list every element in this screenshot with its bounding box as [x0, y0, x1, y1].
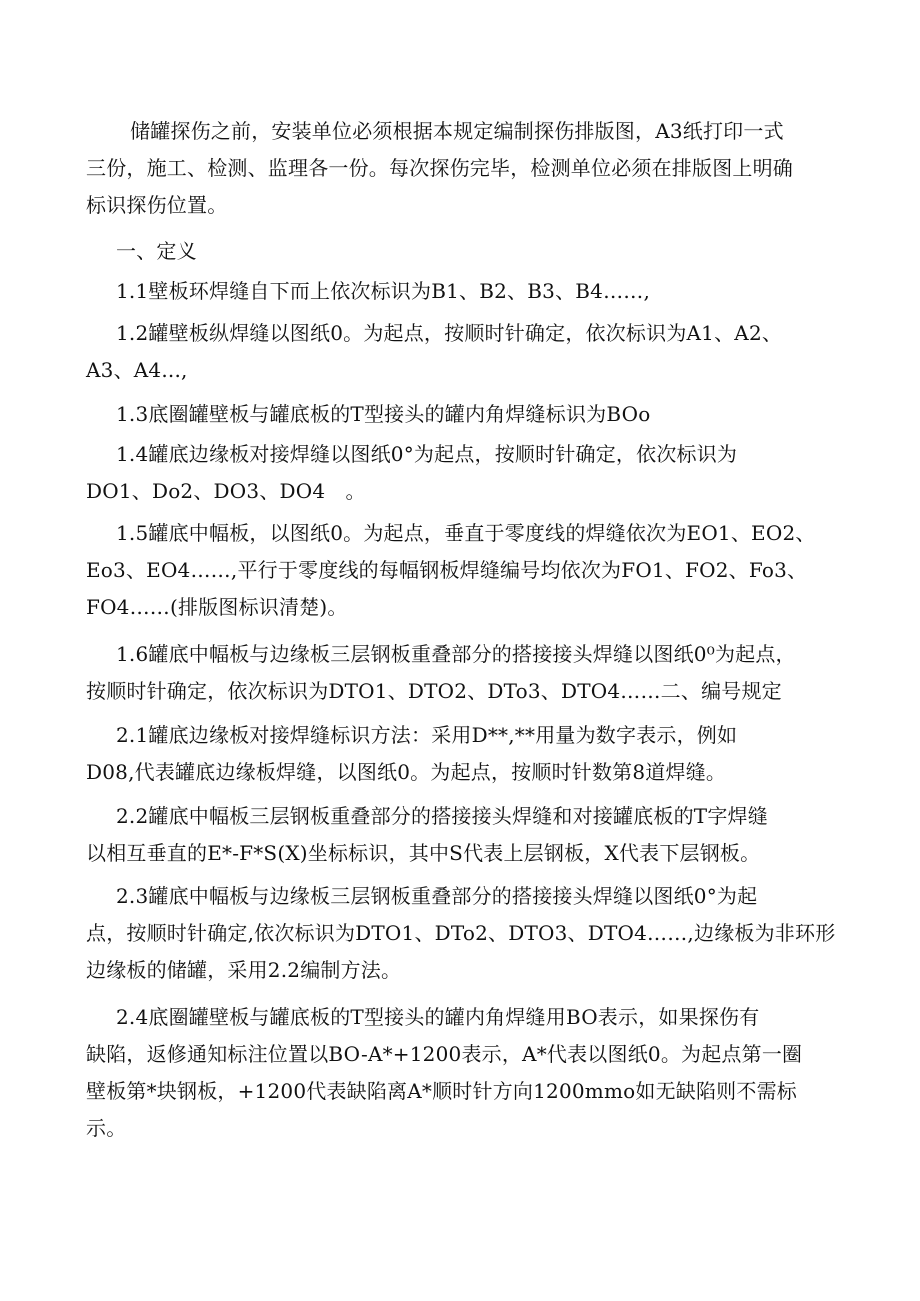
intro-paragraph: [86, 113, 846, 224]
item-1-3: [86, 396, 846, 433]
text-line: 示。: [86, 1116, 127, 1140]
text-line: 按顺时针确定，依次标识为DTO1、DTO2、DTo3、DTO4……二、编号规定: [86, 679, 782, 703]
item-2-4: [86, 999, 846, 1147]
text-line: 三份，施工、检测、监理各一份。每次探伤完毕，检测单位必须在排版图上明确: [86, 156, 793, 180]
text-line: 标识探伤位置。: [86, 193, 228, 217]
text-line: 储罐探伤之前，安装单位必须根据本规定编制探伤排版图，A3纸打印一式: [130, 119, 784, 143]
text-line: 缺陷，返修通知标注位置以BO-A*+1200表示，A*代表以图纸0。为起点第一圈: [86, 1042, 803, 1066]
heading-text: 一、定义: [116, 239, 197, 263]
text-line: 1.4罐底边缘板对接焊缝以图纸0°为起点，按顺时针确定，依次标识为: [116, 442, 738, 466]
text-line: 点，按顺时针确定,依次标识为DTO1、DTo2、DTO3、DTO4……,边缘板为非环形: [86, 921, 836, 945]
text-line: 1.6罐底中幅板与边缘板三层钢板重叠部分的搭接接头焊缝以图纸0⁰为起点，: [116, 642, 796, 666]
text-line: A3、A4...,: [86, 358, 188, 382]
text-line: 1.5罐底中幅板，以图纸0。为起点，垂直于零度线的焊缝依次为EO1、EO2、: [116, 521, 816, 545]
text-line: 边缘板的储罐，采用2.2编制方法。: [86, 958, 402, 982]
item-1-1: [86, 273, 846, 310]
text-line: 1.1壁板环焊缝自下而上依次标识为B1、B2、B3、B4……,: [116, 279, 651, 303]
text-line: 2.1罐底边缘板对接焊缝标识方法：采用D**,**用量为数字表示，例如: [116, 723, 738, 747]
text-line: FO4……(排版图标识清楚)。: [86, 595, 348, 619]
text-line: 1.2罐壁板纵焊缝以图纸0。为起点，按顺时针确定，依次标识为A1、A2、: [116, 321, 783, 345]
item-1-5: [86, 515, 846, 626]
item-1-4: [86, 436, 846, 510]
text-line: 以相互垂直的E*-F*S(X)坐标标识，其中S代表上层钢板，X代表下层钢板。: [86, 841, 761, 865]
text-line: 2.3罐底中幅板与边缘板三层钢板重叠部分的搭接接头焊缝以图纸0°为起: [116, 884, 758, 908]
text-line: 2.4底圈罐壁板与罐底板的T型接头的罐内角焊缝用BO表示，如果探伤有: [116, 1005, 760, 1029]
text-line: Eo3、EO4……,平行于零度线的每幅钢板焊缝编号均依次为FO1、FO2、Fo3、: [86, 558, 808, 582]
item-2-3: [86, 878, 846, 989]
text-line: 壁板第*块钢板，+1200代表缺陷离A*顺时针方向1200mmo如无缺陷则不需标: [86, 1079, 797, 1103]
text-line: D08,代表罐底边缘板焊缝，以图纸0。为起点，按顺时针数第8道焊缝。: [86, 760, 727, 784]
item-1-2: [86, 315, 846, 389]
text-line: 2.2罐底中幅板三层钢板重叠部分的搭接接头焊缝和对接罐底板的T字焊缝: [116, 804, 768, 828]
item-2-2: [86, 798, 846, 872]
item-2-1: [86, 717, 846, 791]
text-line: DO1、Do2、DO3、DO4 。: [86, 479, 366, 503]
item-1-6: [86, 636, 846, 710]
section-heading-definitions: [86, 233, 846, 270]
text-line: 1.3底圈罐壁板与罐底板的T型接头的罐内角焊缝标识为BOo: [116, 402, 651, 426]
